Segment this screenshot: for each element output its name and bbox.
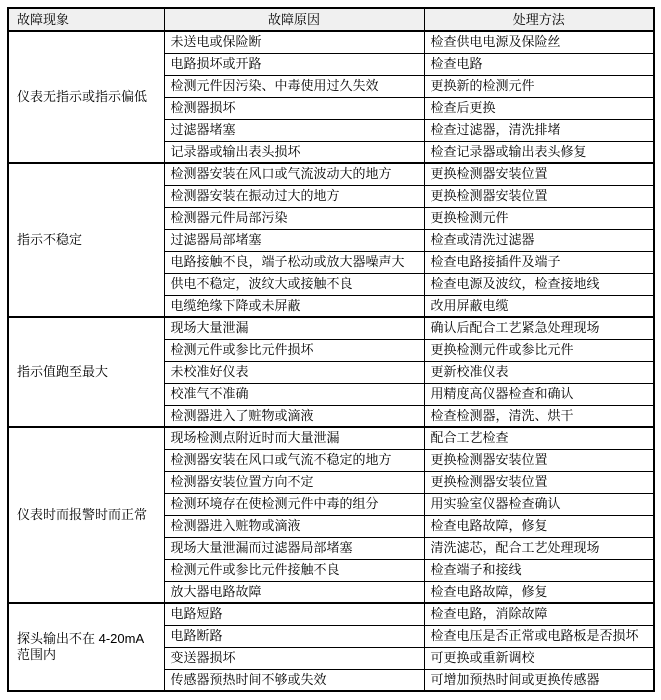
method-cell: 检查记录器或输出表头修复	[424, 141, 654, 163]
cause-cell: 检测器安装在风口或气流不稳定的地方	[164, 449, 424, 471]
phenomenon-cell: 仪表时而报警时而正常	[8, 427, 164, 603]
header-handling-method: 处理方法	[424, 8, 654, 31]
cause-cell: 未校准好仪表	[164, 361, 424, 383]
method-cell: 更换检测器安装位置	[424, 163, 654, 185]
cause-cell: 检测器元件局部污染	[164, 207, 424, 229]
table-row	[8, 317, 654, 339]
method-cell: 检查或清洗过滤器	[424, 229, 654, 251]
troubleshooting-table	[7, 7, 655, 692]
cause-cell: 检测元件或参比元件损坏	[164, 339, 424, 361]
method-cell: 用精度高仪器检查和确认	[424, 383, 654, 405]
table-header	[8, 8, 654, 31]
phenomenon-cell: 指示不稳定	[8, 163, 164, 317]
method-cell: 配合工艺检查	[424, 427, 654, 449]
method-cell: 用实验室仪器检查确认	[424, 493, 654, 515]
table-row	[8, 603, 654, 625]
cause-cell: 检测器安装位置方向不定	[164, 471, 424, 493]
method-cell: 检查电路	[424, 53, 654, 75]
header-fault-cause: 故障原因	[164, 8, 424, 31]
cause-cell: 过滤器堵塞	[164, 119, 424, 141]
method-cell: 更换检测元件或参比元件	[424, 339, 654, 361]
phenomenon-cell: 仪表无指示或指示偏低	[8, 31, 164, 163]
method-cell: 检查过滤器，清洗排堵	[424, 119, 654, 141]
cause-cell: 过滤器局部堵塞	[164, 229, 424, 251]
cause-cell: 放大器电路故障	[164, 581, 424, 603]
method-cell: 检查电路故障，修复	[424, 581, 654, 603]
cause-cell: 检测环境存在使检测元件中毒的组分	[164, 493, 424, 515]
method-cell: 检查后更换	[424, 97, 654, 119]
cause-cell: 电路接触不良，端子松动或放大器噪声大	[164, 251, 424, 273]
cause-cell: 校准气不准确	[164, 383, 424, 405]
method-cell: 检查电路接插件及端子	[424, 251, 654, 273]
cause-cell: 变送器损坏	[164, 647, 424, 669]
cause-cell: 现场检测点附近时而大量泄漏	[164, 427, 424, 449]
header-row	[8, 8, 654, 31]
method-cell: 检查电路故障，修复	[424, 515, 654, 537]
method-cell: 可更换或重新调校	[424, 647, 654, 669]
cause-cell: 电路损坏或开路	[164, 53, 424, 75]
method-cell: 检查供电电源及保险丝	[424, 31, 654, 53]
table-row	[8, 163, 654, 185]
method-cell: 更新校准仪表	[424, 361, 654, 383]
cause-cell: 记录器或输出表头损坏	[164, 141, 424, 163]
method-cell: 更换检测器安装位置	[424, 449, 654, 471]
cause-cell: 电路断路	[164, 625, 424, 647]
cause-cell: 未送电或保险断	[164, 31, 424, 53]
table-row	[8, 427, 654, 449]
cause-cell: 供电不稳定，波纹大或接触不良	[164, 273, 424, 295]
method-cell: 检查电路，消除故障	[424, 603, 654, 625]
table-body	[8, 31, 654, 691]
cause-cell: 现场大量泄漏而过滤器局部堵塞	[164, 537, 424, 559]
method-cell: 更换检测器安装位置	[424, 471, 654, 493]
phenomenon-cell: 探头输出不在 4-20mA 范围内	[8, 603, 164, 691]
cause-cell: 电缆绝缘下降或未屏蔽	[164, 295, 424, 317]
cause-cell: 检测元件或参比元件接触不良	[164, 559, 424, 581]
method-cell: 检查检测器，清洗、烘干	[424, 405, 654, 427]
header-fault-phenomenon: 故障现象	[8, 8, 164, 31]
method-cell: 更换检测器安装位置	[424, 185, 654, 207]
cause-cell: 检测器进入了赃物或滴液	[164, 405, 424, 427]
cause-cell: 检测器安装在风口或气流波动大的地方	[164, 163, 424, 185]
method-cell: 清洗滤芯，配合工艺处理现场	[424, 537, 654, 559]
method-cell: 可增加预热时间或更换传感器	[424, 669, 654, 691]
cause-cell: 现场大量泄漏	[164, 317, 424, 339]
method-cell: 更换新的检测元件	[424, 75, 654, 97]
phenomenon-cell: 指示值跑至最大	[8, 317, 164, 427]
cause-cell: 检测器安装在振动过大的地方	[164, 185, 424, 207]
method-cell: 检查电源及波纹，检查接地线	[424, 273, 654, 295]
cause-cell: 检测器进入赃物或滴液	[164, 515, 424, 537]
method-cell: 更换检测元件	[424, 207, 654, 229]
method-cell: 改用屏蔽电缆	[424, 295, 654, 317]
cause-cell: 检测器损坏	[164, 97, 424, 119]
method-cell: 确认后配合工艺紧急处理现场	[424, 317, 654, 339]
table-row	[8, 31, 654, 53]
cause-cell: 传感器预热时间不够或失效	[164, 669, 424, 691]
method-cell: 检查端子和接线	[424, 559, 654, 581]
method-cell: 检查电压是否正常或电路板是否损坏	[424, 625, 654, 647]
cause-cell: 电路短路	[164, 603, 424, 625]
cause-cell: 检测元件因污染、中毒使用过久失效	[164, 75, 424, 97]
